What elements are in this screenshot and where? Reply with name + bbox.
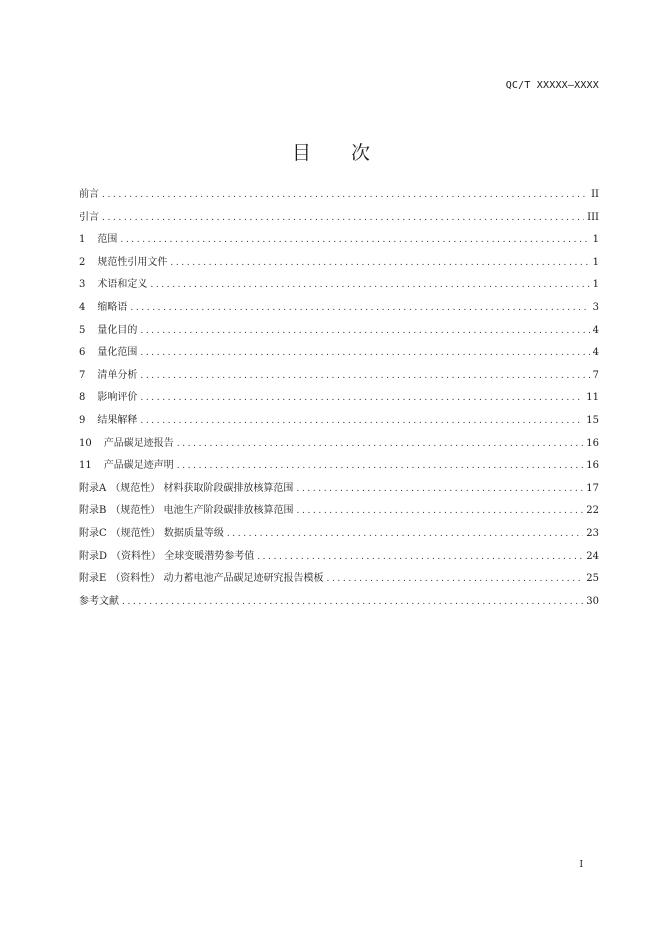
page-title [0, 138, 662, 165]
dot-leader [177, 433, 584, 456]
toc-entry-page: 15 [586, 414, 599, 426]
dot-leader [140, 410, 583, 433]
toc-entry-page: 1 [592, 256, 599, 268]
toc-entry-page: 7 [592, 369, 599, 381]
toc-entry-page: 25 [586, 573, 599, 585]
dot-leader [257, 546, 583, 569]
page-number: I [579, 860, 583, 870]
toc-entry-number: 9 [79, 414, 86, 426]
toc-entry[interactable] [79, 568, 599, 591]
toc-entry-label: 引言 [79, 211, 99, 223]
dot-leader [150, 274, 589, 297]
dot-leader [327, 568, 584, 591]
toc-entry-number: 附录C [79, 527, 107, 539]
toc-entry-page: 16 [586, 437, 599, 449]
toc-entry[interactable] [79, 478, 599, 501]
toc-entry-label: 参考文献 [79, 595, 119, 607]
toc-entry[interactable] [79, 342, 599, 365]
toc-entry-number: 6 [79, 347, 86, 359]
toc-entry-page: 30 [586, 595, 599, 607]
toc-entry-label: 清单分析 [97, 369, 138, 381]
toc-entry-page: 24 [586, 550, 599, 562]
toc-entry-number: 4 [79, 301, 86, 313]
toc-entry-number: 11 [79, 460, 92, 472]
toc-entry[interactable] [79, 546, 599, 569]
toc-entry-page: II [591, 189, 599, 200]
toc-entry-number: 7 [79, 369, 86, 381]
toc-entry-number: 3 [79, 279, 86, 291]
dot-leader [140, 365, 589, 388]
toc-entry-label: 产品碳足迹报告 [103, 437, 174, 449]
toc-entry-number: 附录E [79, 573, 107, 585]
toc-entry-number: 附录D [79, 550, 108, 562]
toc-entry[interactable] [79, 591, 599, 614]
title-char-2: 次 [351, 142, 371, 164]
toc-entry-label: 规范性引用文件 [97, 256, 168, 268]
toc-entry[interactable] [79, 523, 599, 546]
toc-entry-label: 产品碳足迹声明 [103, 460, 174, 472]
toc-entry-number: 8 [79, 392, 86, 404]
toc-entry[interactable] [79, 365, 599, 388]
dot-leader [122, 591, 583, 614]
toc-entry-number: 附录B [79, 505, 107, 517]
toc-entry[interactable] [79, 500, 599, 523]
toc-entry[interactable] [79, 387, 599, 410]
toc-entry-page: 1 [592, 234, 599, 246]
toc-entry-number: 1 [79, 234, 86, 246]
toc-entry-number: 10 [79, 437, 92, 449]
toc-entry-label: 量化目的 [97, 324, 138, 336]
toc-entry-number: 2 [79, 256, 86, 268]
toc-entry-page: 16 [586, 460, 599, 472]
dot-leader [130, 297, 589, 320]
toc-entry-page: 23 [586, 527, 599, 539]
toc-entry-label: （资料性） 动力蓄电池产品碳足迹研究报告模板 [110, 573, 324, 585]
toc-entry-page: 11 [586, 392, 599, 404]
toc-entry-label: 影响评价 [97, 392, 138, 404]
toc-entry-label: （规范性） 电池生产阶段碳排放核算范围 [110, 505, 294, 517]
dot-leader [227, 523, 583, 546]
toc-entry-label: 前言 [79, 189, 99, 200]
dot-leader [140, 320, 589, 343]
dot-leader [102, 184, 588, 207]
toc-entry[interactable] [79, 410, 599, 433]
dot-leader [170, 252, 589, 275]
toc-entry[interactable] [79, 433, 599, 456]
toc-entry[interactable] [79, 455, 599, 478]
dot-leader [140, 387, 583, 410]
toc-entry[interactable] [79, 184, 599, 207]
toc-entry[interactable] [79, 252, 599, 275]
document-code: QC/T XXXXX—XXXX [505, 80, 599, 91]
toc-entry-label: （规范性） 数据质量等级 [110, 527, 224, 539]
toc-entry-label: 范围 [97, 234, 118, 246]
toc-entry[interactable] [79, 320, 599, 343]
toc-entry[interactable] [79, 297, 599, 320]
dot-leader [120, 229, 589, 252]
toc-entry[interactable] [79, 229, 599, 252]
toc-entry-label: 量化范围 [97, 347, 138, 359]
toc-entry-number: 5 [79, 324, 86, 336]
toc-entry[interactable] [79, 274, 599, 297]
toc-entry[interactable] [79, 207, 599, 230]
toc-entry-page: 17 [586, 482, 599, 494]
dot-leader [297, 500, 584, 523]
dot-leader [296, 478, 583, 501]
dot-leader [140, 342, 589, 365]
toc-entry-number: 附录A [79, 482, 107, 494]
title-char-1: 目 [291, 142, 311, 164]
toc-entry-page: 22 [586, 505, 599, 517]
toc-entry-page: 1 [592, 279, 599, 291]
toc-entry-page: 4 [592, 347, 599, 359]
toc-entry-label: 缩略语 [97, 301, 128, 313]
toc-entry-page: 4 [592, 324, 599, 336]
toc-entry-page: III [587, 211, 599, 223]
dot-leader [177, 455, 584, 478]
toc-entry-label: （规范性） 材料获取阶段碳排放核算范围 [110, 482, 294, 494]
table-of-contents [79, 184, 599, 613]
toc-entry-page: 3 [592, 301, 599, 313]
toc-entry-label: 术语和定义 [97, 279, 148, 291]
dot-leader [102, 207, 584, 230]
toc-entry-label: （资料性） 全球变暖潜势参考值 [111, 550, 255, 562]
toc-entry-label: 结果解释 [97, 414, 138, 426]
